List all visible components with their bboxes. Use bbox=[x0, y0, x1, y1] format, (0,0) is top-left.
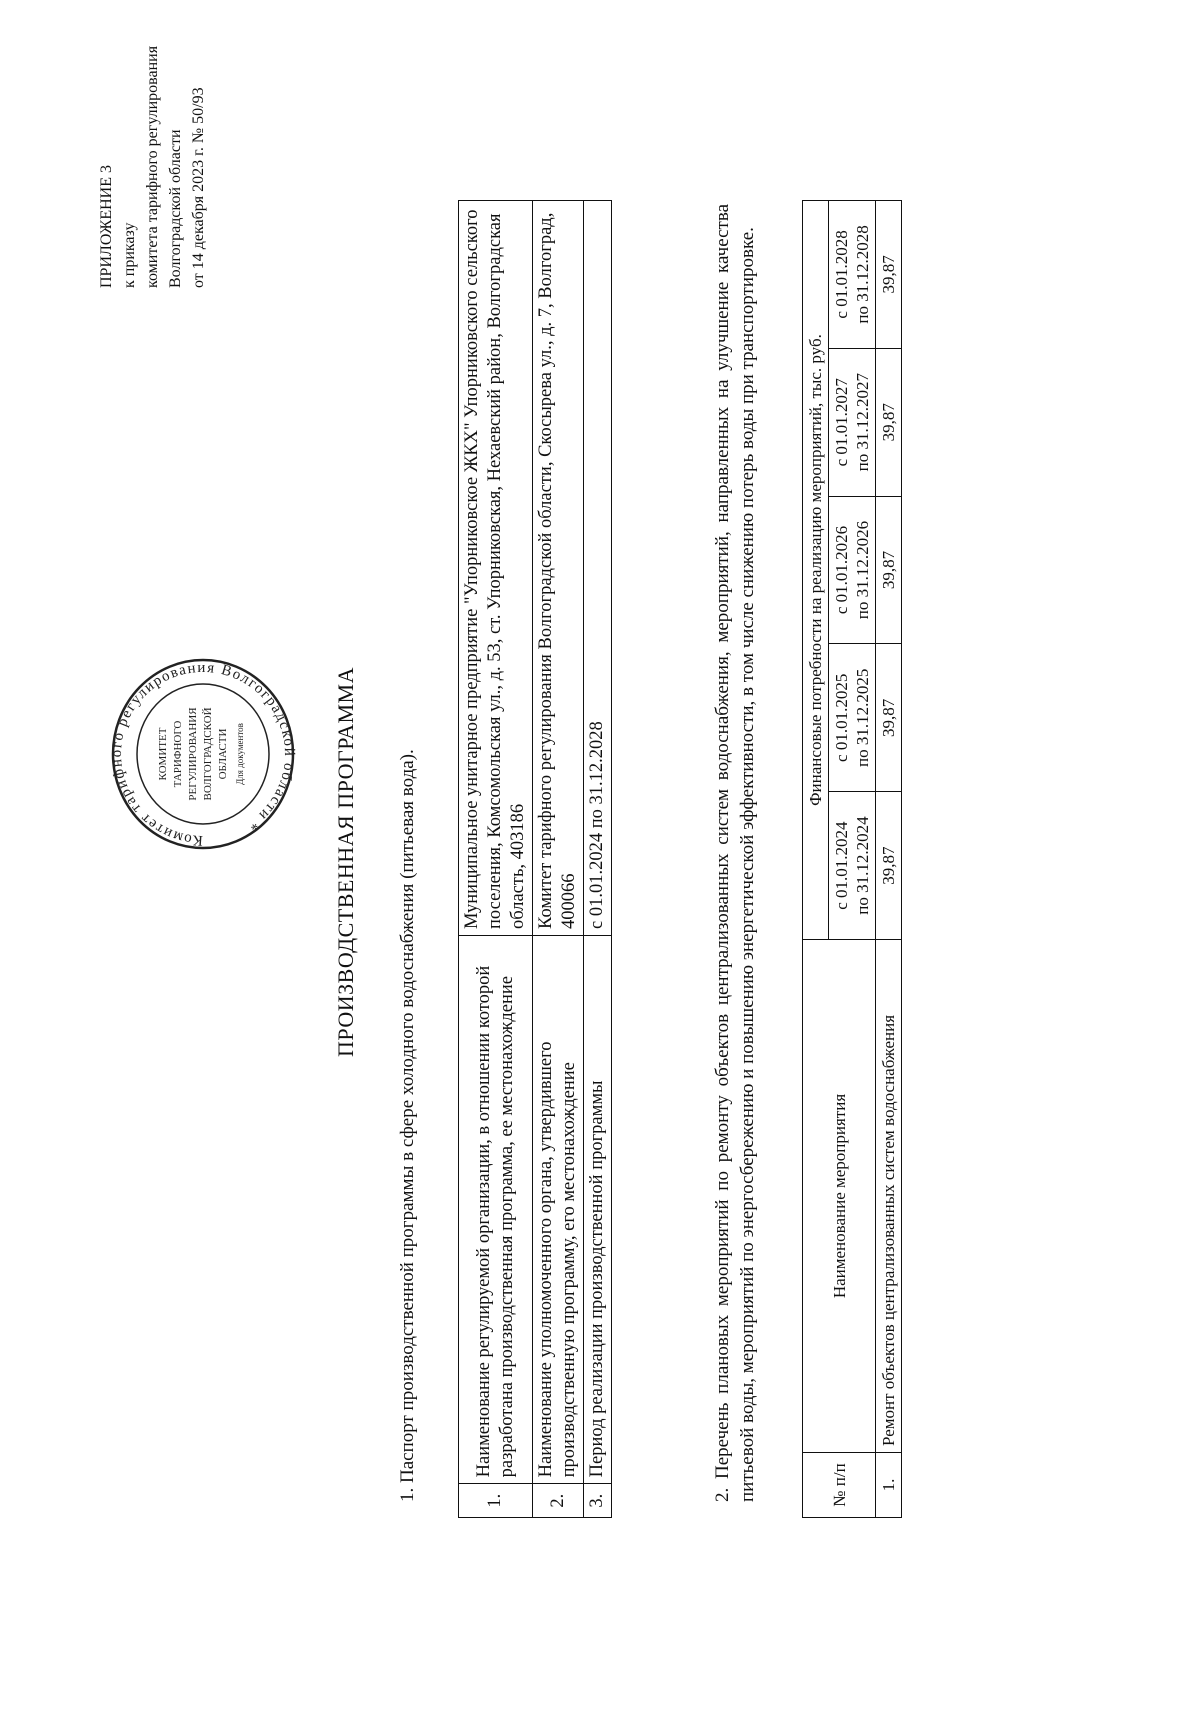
stamp-center-line: Для документов bbox=[235, 723, 245, 785]
appendix-title: ПРИЛОЖЕНИЕ 3 bbox=[98, 164, 115, 288]
table-row bbox=[876, 201, 902, 1518]
appendix-header bbox=[95, 0, 210, 288]
appendix-region: Волгоградской области bbox=[167, 129, 184, 288]
period-from: с 01.01.2026 bbox=[832, 525, 851, 615]
period-header bbox=[829, 496, 876, 644]
measure-name: Ремонт объектов централизованных систем водоснабжения bbox=[876, 940, 902, 1453]
stamp-ring-text: Комитет тарифного регулирования Волгоградской области * bbox=[108, 659, 298, 849]
header-measure-name: Наименование мероприятия bbox=[803, 940, 876, 1453]
appendix-date-number: от 14 декабря 2023 г. № 50/93 bbox=[190, 87, 207, 288]
row-value: Муниципальное унитарное предприятие "Упорниковское ЖКХ" Упорниковского сельского поселения, Комсомольская ул., д. 53, ст. Упорниковская, Нехаевский район, Волгоградская область, 403186 bbox=[459, 201, 533, 936]
header-number: № п/п bbox=[803, 1453, 876, 1518]
stamp-center-line: РЕГУЛИРОВАНИЯ bbox=[187, 707, 199, 801]
measure-value: 39,87 bbox=[876, 496, 902, 644]
row-value: с 01.01.2024 по 31.12.2028 bbox=[584, 201, 612, 936]
row-number: 1. bbox=[876, 1453, 902, 1518]
period-header bbox=[829, 348, 876, 496]
period-from: с 01.01.2024 bbox=[832, 821, 851, 910]
period-from: с 01.01.2025 bbox=[832, 673, 851, 762]
measure-value: 39,87 bbox=[876, 348, 902, 496]
section1-heading: 1. Паспорт производственной программы в сфере холодного водоснабжения (питьевая вода). bbox=[397, 749, 418, 1502]
section2-heading: 2. Перечень плановых мероприятий по ремонту объектов централизованных систем водоснабжения, мероприятий, направленных на улучшение качества питьевой воды, мероприятий по энергосбережению и повышению энергетической эффективности, в том числе снижению потерь воды при транспортировке. bbox=[712, 204, 758, 1502]
row-number: 1. bbox=[459, 1484, 533, 1518]
appendix-committee: комитета тарифного регулирования bbox=[144, 45, 161, 288]
row-label: Наименование регулируемой организации, в отношении которой разработана производственная программа, ее местонахождение bbox=[459, 935, 533, 1483]
stamp-center-line: КОМИТЕТ bbox=[157, 727, 169, 781]
appendix-order-ref: к приказу bbox=[121, 222, 138, 288]
row-value: Комитет тарифного регулирования Волгоградской области, Скосырева ул., д. 7, Волгоград, 400066 bbox=[533, 201, 584, 936]
period-to: по 31.12.2026 bbox=[853, 520, 872, 620]
measure-value: 39,87 bbox=[876, 644, 902, 792]
period-from: с 01.01.2027 bbox=[832, 378, 851, 467]
passport-table bbox=[458, 200, 612, 1518]
stamp-center-line: ВОЛГОГРАДСКОЙ bbox=[202, 707, 214, 801]
period-to: по 31.12.2027 bbox=[853, 373, 872, 472]
header-financial-needs: Финансовые потребности на реализацию мероприятий, тыс. руб. bbox=[803, 201, 829, 940]
row-label: Наименование уполномоченного органа, утвердившего производственную программу, его местонахождение bbox=[533, 935, 584, 1483]
table-row bbox=[533, 201, 584, 1518]
row-label: Период реализации производственной программы bbox=[584, 935, 612, 1483]
measure-value: 39,87 bbox=[876, 792, 902, 940]
period-from: с 01.01.2028 bbox=[832, 230, 851, 319]
measure-value: 39,87 bbox=[876, 201, 902, 349]
document-title: ПРОИЗВОДСТВЕННАЯ ПРОГРАММА bbox=[333, 666, 358, 1058]
period-to: по 31.12.2025 bbox=[853, 668, 872, 767]
period-to: по 31.12.2024 bbox=[853, 816, 872, 915]
period-to: по 31.12.2028 bbox=[853, 225, 872, 324]
period-header bbox=[829, 201, 876, 349]
period-header bbox=[829, 644, 876, 792]
measures-table bbox=[802, 200, 902, 1518]
table-row bbox=[584, 201, 612, 1518]
period-header bbox=[829, 792, 876, 940]
stamp-center-line: ОБЛАСТИ bbox=[217, 728, 229, 780]
table-row bbox=[459, 201, 533, 1518]
row-number: 3. bbox=[584, 1484, 612, 1518]
official-stamp-seal bbox=[108, 604, 298, 904]
row-number: 2. bbox=[533, 1484, 584, 1518]
stamp-center-line: ТАРИФНОГО bbox=[172, 720, 184, 788]
table-header-row bbox=[803, 201, 829, 1518]
